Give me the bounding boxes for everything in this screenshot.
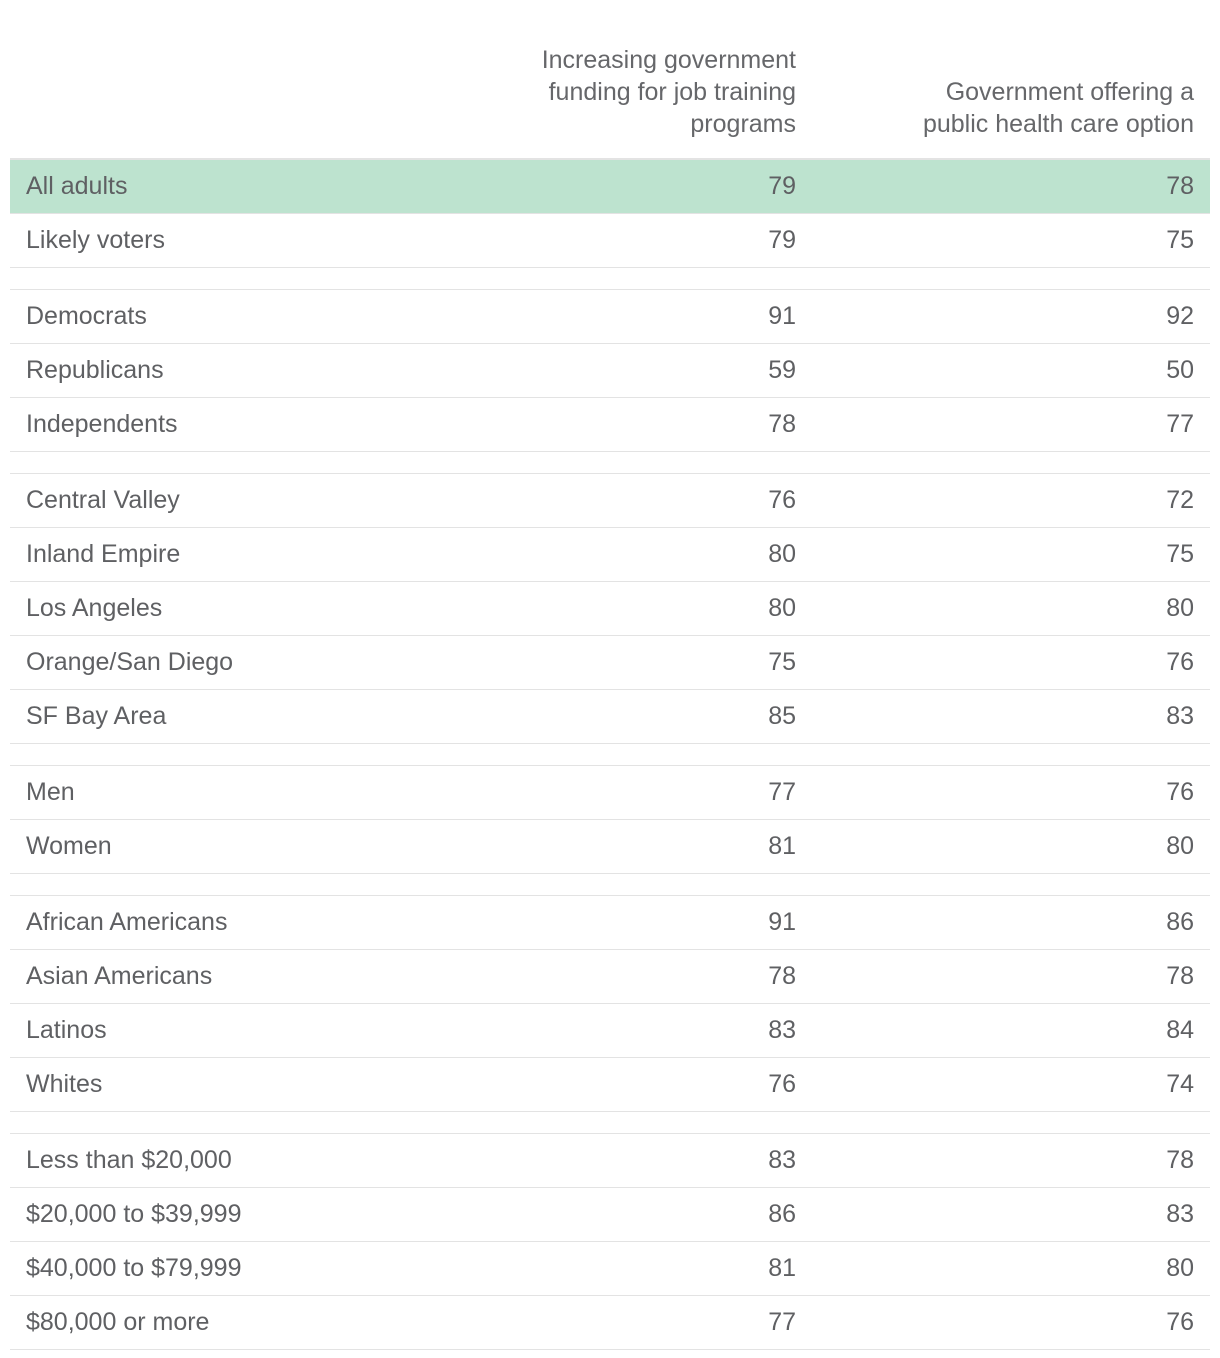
value-job-training: 91: [768, 302, 796, 330]
table-row: [10, 896, 1210, 950]
value-job-training: 81: [768, 1254, 796, 1282]
column-header-line: Government offering a: [945, 78, 1194, 106]
table-row: [10, 1058, 1210, 1112]
row-label: Whites: [26, 1070, 103, 1098]
row-label: SF Bay Area: [26, 702, 167, 730]
table-row: [10, 214, 1210, 268]
group-separator: [10, 744, 1210, 766]
value-job-training: 77: [768, 778, 796, 806]
row-label: Los Angeles: [26, 594, 163, 622]
row-label: Likely voters: [26, 226, 165, 254]
value-public-health-option: 76: [1166, 648, 1194, 676]
value-job-training: 83: [768, 1016, 796, 1044]
group-separator: [10, 874, 1210, 896]
row-label: Latinos: [26, 1016, 107, 1044]
table-row: [10, 160, 1210, 214]
table-header: [10, 0, 1210, 160]
table-row: [10, 474, 1210, 528]
table-row: [10, 398, 1210, 452]
value-public-health-option: 78: [1166, 172, 1194, 200]
value-public-health-option: 86: [1166, 908, 1194, 936]
value-public-health-option: 78: [1166, 1146, 1194, 1174]
value-public-health-option: 50: [1166, 356, 1194, 384]
value-public-health-option: 92: [1166, 302, 1194, 330]
value-job-training: 91: [768, 908, 796, 936]
table-row: [10, 820, 1210, 874]
row-label: Less than $20,000: [26, 1146, 232, 1174]
value-public-health-option: 80: [1166, 594, 1194, 622]
column-header-line: programs: [690, 110, 796, 138]
row-label: Men: [26, 778, 75, 806]
table-row: [10, 690, 1210, 744]
column-header-public-health-option: [864, 76, 1194, 140]
row-label: Central Valley: [26, 486, 180, 514]
row-label: $20,000 to $39,999: [26, 1200, 242, 1228]
data-table: [10, 0, 1210, 1350]
value-job-training: 59: [768, 356, 796, 384]
group-separator: [10, 268, 1210, 290]
column-header-line: funding for job training: [548, 78, 796, 106]
value-job-training: 79: [768, 172, 796, 200]
table-row: [10, 636, 1210, 690]
row-label: Democrats: [26, 302, 147, 330]
value-public-health-option: 80: [1166, 1254, 1194, 1282]
value-public-health-option: 75: [1166, 540, 1194, 568]
column-header-line: public health care option: [922, 110, 1194, 138]
row-label: Republicans: [26, 356, 164, 384]
value-job-training: 78: [768, 410, 796, 438]
group-separator: [10, 452, 1210, 474]
row-label: Women: [26, 832, 112, 860]
value-public-health-option: 83: [1166, 702, 1194, 730]
value-public-health-option: 72: [1166, 486, 1194, 514]
row-label: Asian Americans: [26, 962, 213, 990]
table-body: [10, 160, 1210, 1350]
value-job-training: 86: [768, 1200, 796, 1228]
value-public-health-option: 77: [1166, 410, 1194, 438]
row-label: $40,000 to $79,999: [26, 1254, 242, 1282]
table-row: [10, 1242, 1210, 1296]
table-row: [10, 1188, 1210, 1242]
value-public-health-option: 74: [1166, 1070, 1194, 1098]
row-label: All adults: [26, 172, 128, 200]
table-row: [10, 528, 1210, 582]
row-label: $80,000 or more: [26, 1308, 210, 1336]
row-label: African Americans: [26, 908, 228, 936]
value-job-training: 76: [768, 486, 796, 514]
column-header-line: Increasing government: [541, 46, 796, 74]
value-job-training: 80: [768, 594, 796, 622]
group-separator: [10, 1112, 1210, 1134]
value-job-training: 77: [768, 1308, 796, 1336]
value-job-training: 80: [768, 540, 796, 568]
value-job-training: 81: [768, 832, 796, 860]
value-public-health-option: 84: [1166, 1016, 1194, 1044]
value-public-health-option: 80: [1166, 832, 1194, 860]
table-row: [10, 1134, 1210, 1188]
table-row: [10, 344, 1210, 398]
value-public-health-option: 76: [1166, 778, 1194, 806]
value-public-health-option: 83: [1166, 1200, 1194, 1228]
value-public-health-option: 78: [1166, 962, 1194, 990]
table-row: [10, 582, 1210, 636]
row-label: Inland Empire: [26, 540, 181, 568]
value-public-health-option: 75: [1166, 226, 1194, 254]
value-public-health-option: 76: [1166, 1308, 1194, 1336]
table-row: [10, 766, 1210, 820]
value-job-training: 78: [768, 962, 796, 990]
table-row: [10, 1296, 1210, 1350]
table-row: [10, 1004, 1210, 1058]
value-job-training: 76: [768, 1070, 796, 1098]
table-row: [10, 950, 1210, 1004]
row-label: Orange/San Diego: [26, 648, 234, 676]
row-label: Independents: [26, 410, 178, 438]
table-row: [10, 290, 1210, 344]
value-job-training: 79: [768, 226, 796, 254]
value-job-training: 75: [768, 648, 796, 676]
value-job-training: 83: [768, 1146, 796, 1174]
value-job-training: 85: [768, 702, 796, 730]
column-header-job-training: [496, 44, 796, 140]
